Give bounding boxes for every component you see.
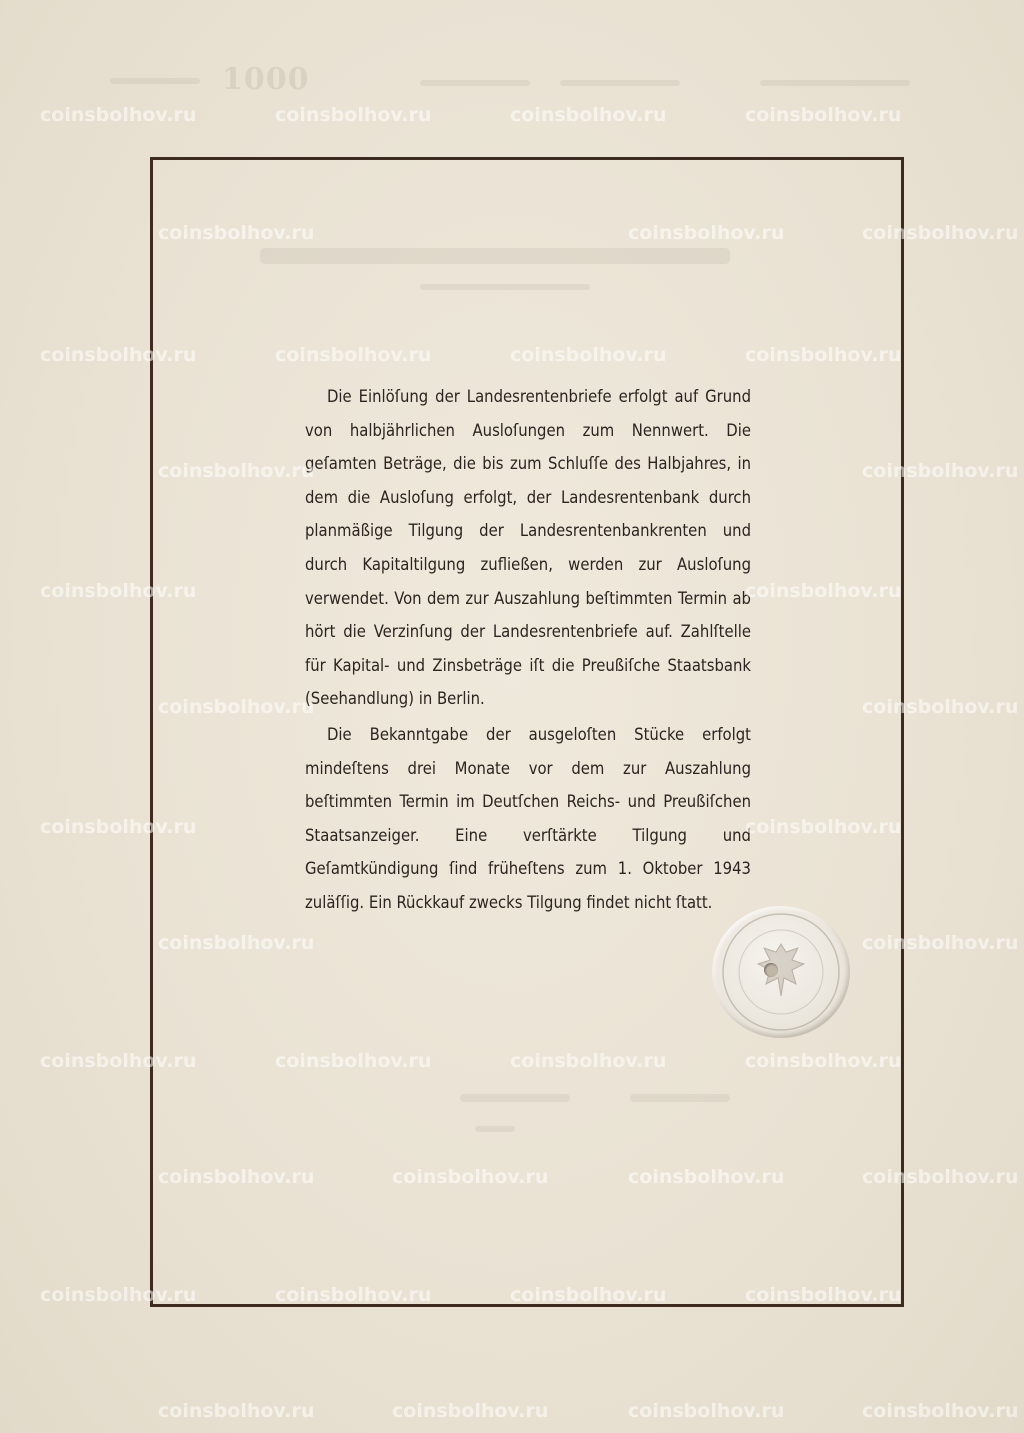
embossed-eagle-seal-icon xyxy=(712,906,850,1038)
watermark-text: coinsbolhov.ru xyxy=(158,1166,315,1188)
show-through-line xyxy=(760,80,910,86)
watermark-text: coinsbolhov.ru xyxy=(510,104,667,126)
watermark-text: coinsbolhov.ru xyxy=(158,1400,315,1422)
watermark-text: coinsbolhov.ru xyxy=(862,696,1019,718)
watermark-text: coinsbolhov.ru xyxy=(158,696,315,718)
watermark-text: coinsbolhov.ru xyxy=(40,1050,197,1072)
watermark-text: coinsbolhov.ru xyxy=(745,344,902,366)
watermark-text: coinsbolhov.ru xyxy=(510,1284,667,1306)
watermark-text: coinsbolhov.ru xyxy=(158,222,315,244)
show-through-line xyxy=(110,78,200,84)
document-body xyxy=(305,380,751,920)
show-through-line xyxy=(420,80,530,86)
watermark-text: coinsbolhov.ru xyxy=(40,344,197,366)
watermark-text: coinsbolhov.ru xyxy=(510,1050,667,1072)
watermark-text: coinsbolhov.ru xyxy=(745,580,902,602)
watermark-text: coinsbolhov.ru xyxy=(862,222,1019,244)
watermark-text: coinsbolhov.ru xyxy=(628,1400,785,1422)
punch-hole xyxy=(764,963,778,977)
watermark-text: coinsbolhov.ru xyxy=(745,1050,902,1072)
watermark-text: coinsbolhov.ru xyxy=(745,1284,902,1306)
watermark-text: coinsbolhov.ru xyxy=(158,932,315,954)
watermark-text: coinsbolhov.ru xyxy=(275,1050,432,1072)
watermark-text: coinsbolhov.ru xyxy=(862,932,1019,954)
watermark-text: coinsbolhov.ru xyxy=(40,104,197,126)
watermark-text: coinsbolhov.ru xyxy=(510,344,667,366)
watermark-text: coinsbolhov.ru xyxy=(745,816,902,838)
watermark-text: coinsbolhov.ru xyxy=(40,1284,197,1306)
paragraph-announcement: Die Bekanntgabe der ausgeloſten Stücke erfolgt mindeſtens drei Monate vor dem zur Auszahlung beſtimmten Termin im Deutſchen Reichs- und Preußiſchen Staatsanzeiger. Eine verſtärkte Tilgung und Geſamtkündigung ſind früheſtens zum 1. Oktober 1943 zuläſſig. Ein Rückkauf zwecks Tilgung findet nicht ſtatt. xyxy=(305,724,751,912)
watermark-text: coinsbolhov.ru xyxy=(275,1284,432,1306)
watermark-text: coinsbolhov.ru xyxy=(158,460,315,482)
paragraph-redemption: Die Einlöſung der Landesrentenbriefe erfolgt auf Grund von halbjährlichen Ausloſungen zum Nennwert. Die geſamten Beträge, die bis zum Schluſſe des Halbjahres, in dem die Ausloſung erfolgt, der Landesrentenbank durch planmäßige Tilgung der Landesrentenbankrenten und durch Kapitaltilgung zufließen, werden zur Ausloſung verwendet. Von dem zur Auszahlung beſtimmten Termin ab hört die Verzinſung der Landesrentenbriefe auf. Zahlſtelle für Kapital- und Zinsbeträge iſt die Preußiſche Staatsbank (Seehandlung) in Berlin. xyxy=(305,387,751,709)
watermark-text: coinsbolhov.ru xyxy=(628,222,785,244)
watermark-text: coinsbolhov.ru xyxy=(862,1400,1019,1422)
watermark-text: coinsbolhov.ru xyxy=(275,344,432,366)
watermark-text: coinsbolhov.ru xyxy=(40,816,197,838)
show-through-denomination: 1000 xyxy=(222,62,310,97)
watermark-text: coinsbolhov.ru xyxy=(862,460,1019,482)
show-through-line xyxy=(560,80,680,86)
watermark-text: coinsbolhov.ru xyxy=(392,1166,549,1188)
watermark-text: coinsbolhov.ru xyxy=(862,1166,1019,1188)
watermark-text: coinsbolhov.ru xyxy=(392,1400,549,1422)
watermark-text: coinsbolhov.ru xyxy=(745,104,902,126)
watermark-text: coinsbolhov.ru xyxy=(275,104,432,126)
watermark-text: coinsbolhov.ru xyxy=(40,580,197,602)
watermark-text: coinsbolhov.ru xyxy=(628,1166,785,1188)
